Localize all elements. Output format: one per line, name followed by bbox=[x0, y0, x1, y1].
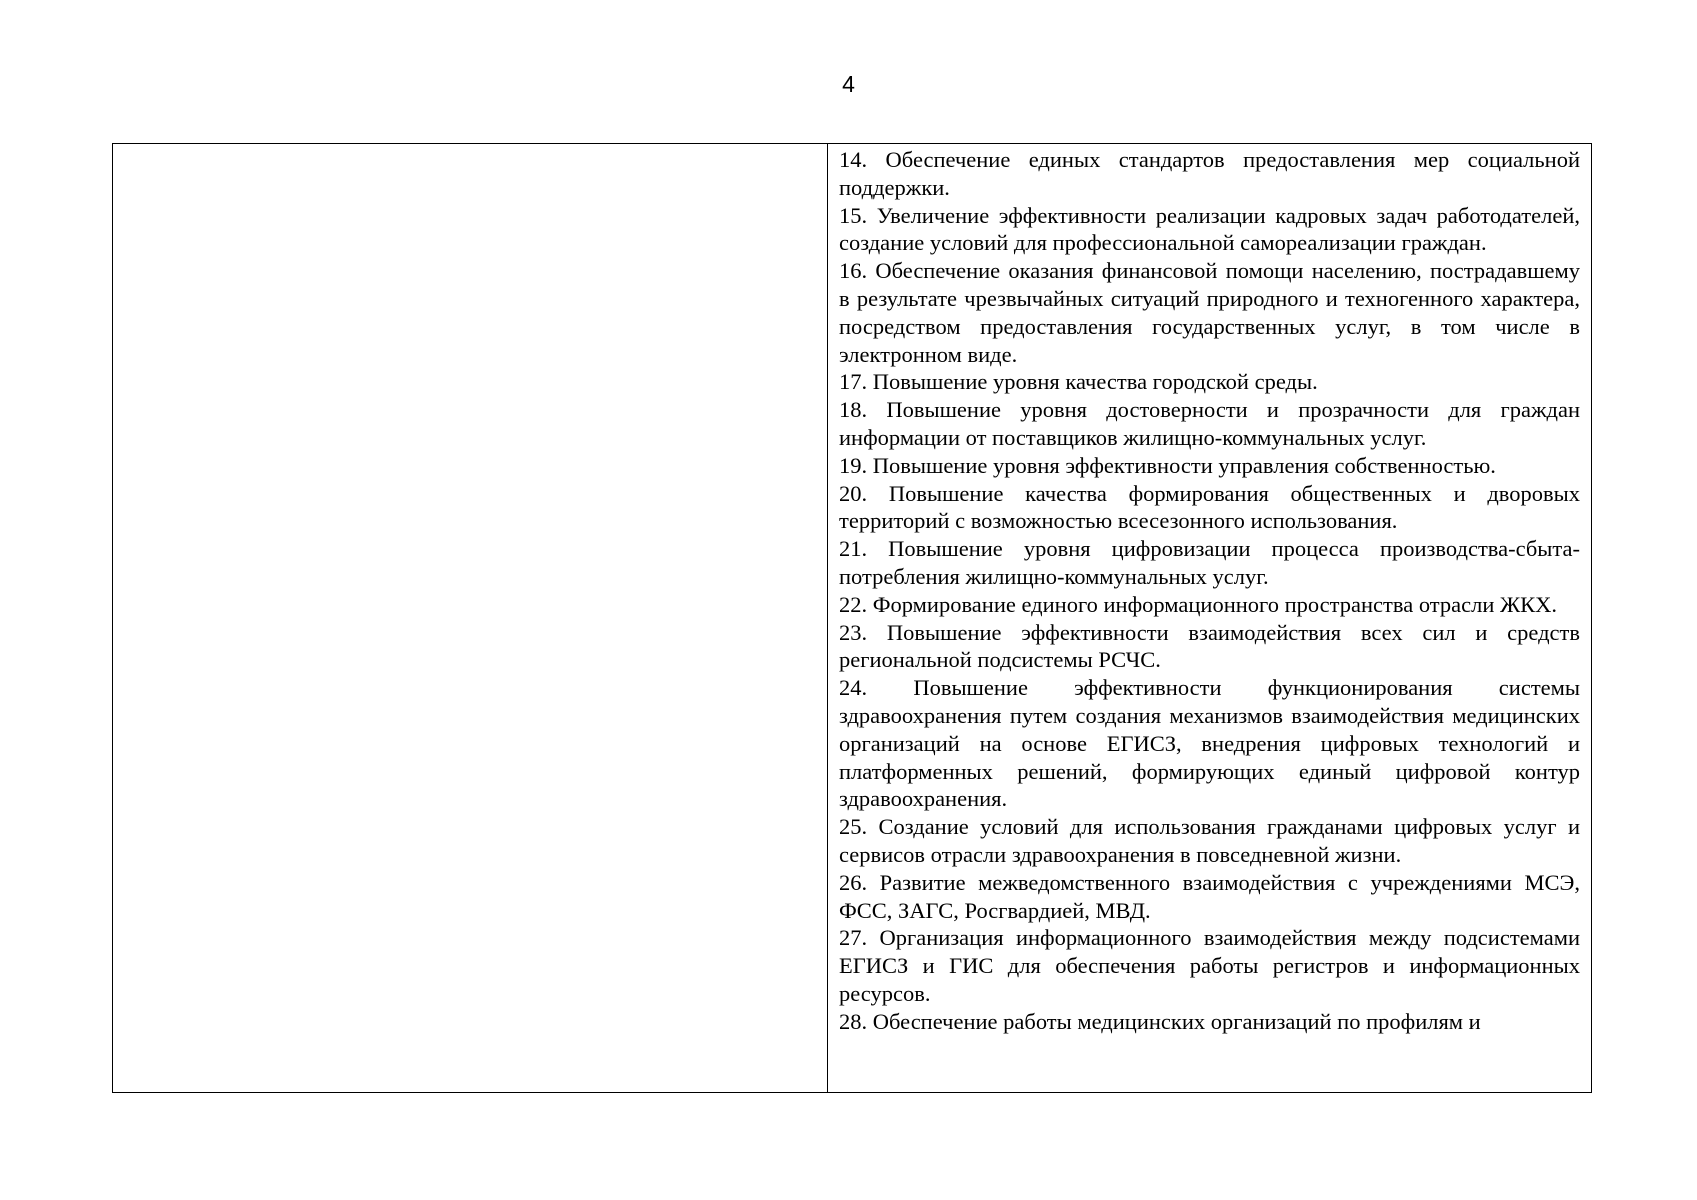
list-item: 28. Обеспечение работы медицинских организаций по профилям и bbox=[839, 1008, 1481, 1034]
list-item: 25. Создание условий для использования гражданами цифровых услуг и сервисов отрасли здравоохранения в повседневной жизни. bbox=[839, 814, 1580, 867]
list-item: 21. Повышение уровня цифровизации процесса производства-сбыта-потребления жилищно-коммунальных услуг. bbox=[839, 536, 1580, 589]
page-number: 4 bbox=[842, 71, 855, 97]
list-item: 19. Повышение уровня эффективности управления собственностью. bbox=[839, 452, 1496, 478]
list-item: 20. Повышение качества формирования общественных и дворовых территорий с возможностью всесезонного использования. bbox=[839, 480, 1580, 534]
table-left-cell bbox=[113, 144, 828, 1092]
document-table bbox=[112, 143, 1592, 1093]
list-item: 23. Повышение эффективности взаимодействия всех сил и средств региональной подсистемы РСЧС. bbox=[839, 619, 1580, 673]
list-item: 16. Обеспечение оказания финансовой помощи населению, пострадавшему в результате чрезвычайных ситуаций природного и техногенного характера, посредством предоставления государственных услуг, в том числе в электронном виде. bbox=[839, 258, 1580, 367]
list-item: 15. Увеличение эффективности реализации кадровых задач работодателей, создание условий для профессиональной самореализации граждан. bbox=[839, 202, 1580, 256]
list-item: 18. Повышение уровня достоверности и прозрачности для граждан информации от поставщиков жилищно-коммунальных услуг. bbox=[839, 397, 1580, 450]
list-item: 14. Обеспечение единых стандартов предоставления мер социальной поддержки. bbox=[839, 147, 1580, 200]
list-item: 17. Повышение уровня качества городской среды. bbox=[839, 369, 1318, 395]
list-item: 22. Формирование единого информационного пространства отрасли ЖКХ. bbox=[839, 591, 1558, 617]
list-item: 26. Развитие межведомственного взаимодействия с учреждениями МСЭ, ФСС, ЗАГС, Росгвардией, МВД. bbox=[839, 869, 1580, 923]
list-item: 27. Организация информационного взаимодействия между подсистемами ЕГИСЗ и ГИС для обеспечения работы регистров и информационных ресурсов. bbox=[839, 925, 1580, 1006]
table-right-cell bbox=[828, 144, 1591, 1092]
list-item: 24. Повышение эффективности функционирования системы здравоохранения путем создания механизмов взаимодействия медицинских организаций на основе ЕГИСЗ, внедрения цифровых технологий и платформенных решений, формирующих единый цифровой контур здравоохранения. bbox=[839, 675, 1580, 812]
